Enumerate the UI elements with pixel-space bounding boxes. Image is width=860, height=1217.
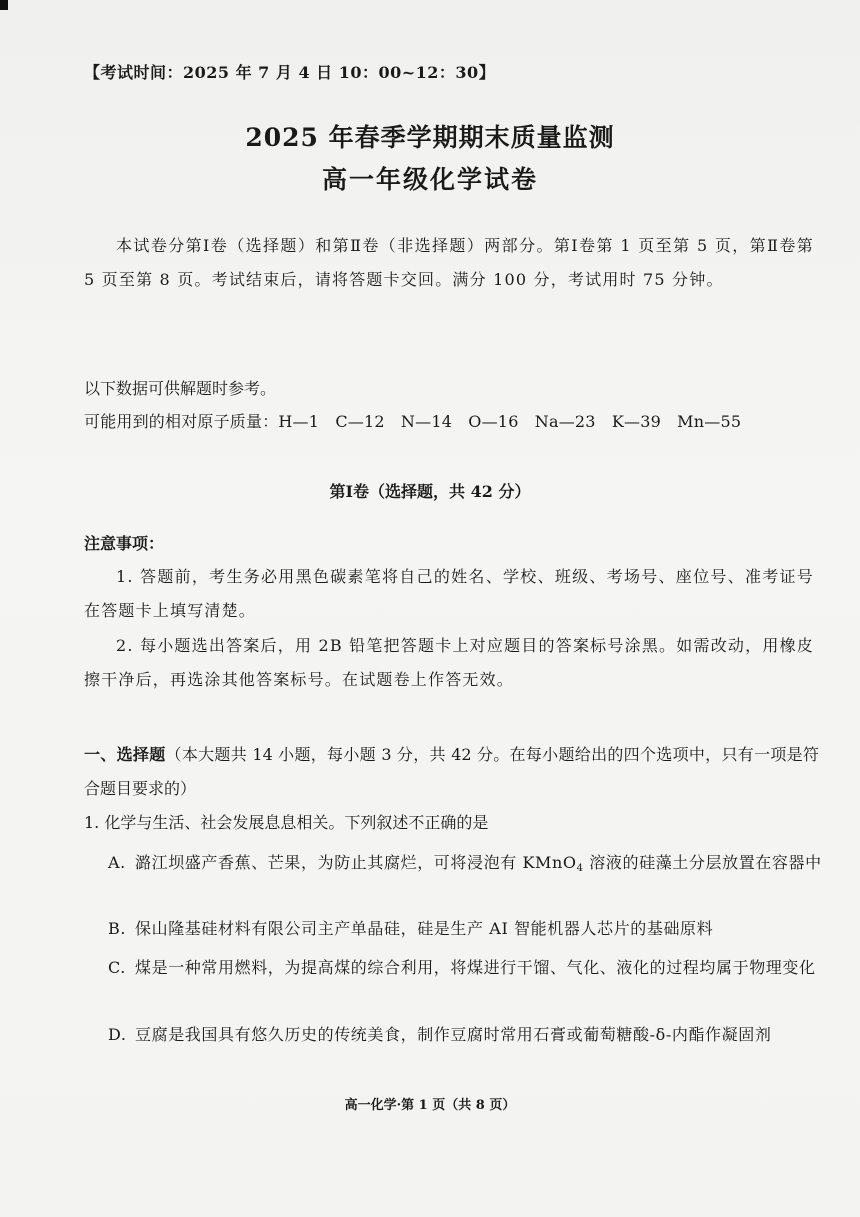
option-letter: B. <box>108 919 127 938</box>
notice-title: 注意事项： <box>84 534 165 553</box>
exam-time: 【考试时间：2025 年 7 月 4 日 10：00~12：30】 <box>84 63 496 82</box>
option-letter: A. <box>108 853 126 872</box>
option-letter: D. <box>108 1025 127 1044</box>
option-subscript: 4 <box>576 863 584 874</box>
reference-note: 以下数据可供解题时参考。 <box>84 379 277 398</box>
exam-title: 2025 年春季学期期末质量监测 <box>245 123 615 152</box>
exam-subtitle: 高一年级化学试卷 <box>321 165 538 194</box>
notice-item-2: 2. 每小题选出答案后，用 2B 铅笔把答题卡上对应题目的答案标号涂黑。如需改动，用橡皮擦干净后，再选涂其他答案标号。在试题卷上作答无效。 <box>84 636 814 689</box>
option-text-cont: 溶液的硅藻土分层放置在容器中 <box>583 853 822 872</box>
option-a <box>108 846 835 886</box>
intro-paragraph: 本试卷分第Ⅰ卷（选择题）和第Ⅱ卷（非选择题）两部分。第Ⅰ卷第 1 页至第 5 页，第Ⅱ卷第 5 页至第 8 页。考试结束后，请将答题卡交回。满分 100 分，考试用时 75 分钟。 <box>84 236 814 289</box>
part-heading-label: 一、选择题 <box>84 745 166 764</box>
question-stem: 1. 化学与生活、社会发展息息相关。下列叙述不正确的是 <box>84 813 489 832</box>
option-letter: C. <box>108 958 126 977</box>
section-title: 第Ⅰ卷（选择题，共 42 分） <box>329 482 531 501</box>
part-heading <box>84 738 819 806</box>
option-text: 保山隆基硅材料有限公司主产单晶硅，硅是生产 AI 智能机器人芯片的基础原料 <box>135 919 714 938</box>
option-c <box>108 951 835 985</box>
atomic-masses: 可能用到的相对原子质量：H—1 C—12 N—14 O—16 Na—23 K—39 Mn—55 <box>84 412 742 431</box>
option-d <box>108 1018 835 1052</box>
page-footer: 高一化学·第 1 页（共 8 页） <box>344 1098 516 1113</box>
option-b <box>108 912 835 946</box>
scan-corner-mark <box>0 0 8 10</box>
notice-item-1: 1. 答题前，考生务必用黑色碳素笔将自己的姓名、学校、班级、考场号、座位号、准考证号在答题卡上填写清楚。 <box>84 567 814 620</box>
option-text: 潞江坝盛产香蕉、芒果，为防止其腐烂，可将浸泡有 KMnO <box>135 853 577 872</box>
option-text: 豆腐是我国具有悠久历史的传统美食，制作豆腐时常用石膏或葡萄糖酸-δ-内酯作凝固剂 <box>135 1025 772 1044</box>
option-text: 煤是一种常用燃料，为提高煤的综合利用，将煤进行干馏、气化、液化的过程均属于物理变化 <box>135 958 816 977</box>
part-heading-desc: （本大题共 14 小题，每小题 3 分，共 42 分。在每小题给出的四个选项中，只有一项是符合题目要求的） <box>84 745 819 798</box>
